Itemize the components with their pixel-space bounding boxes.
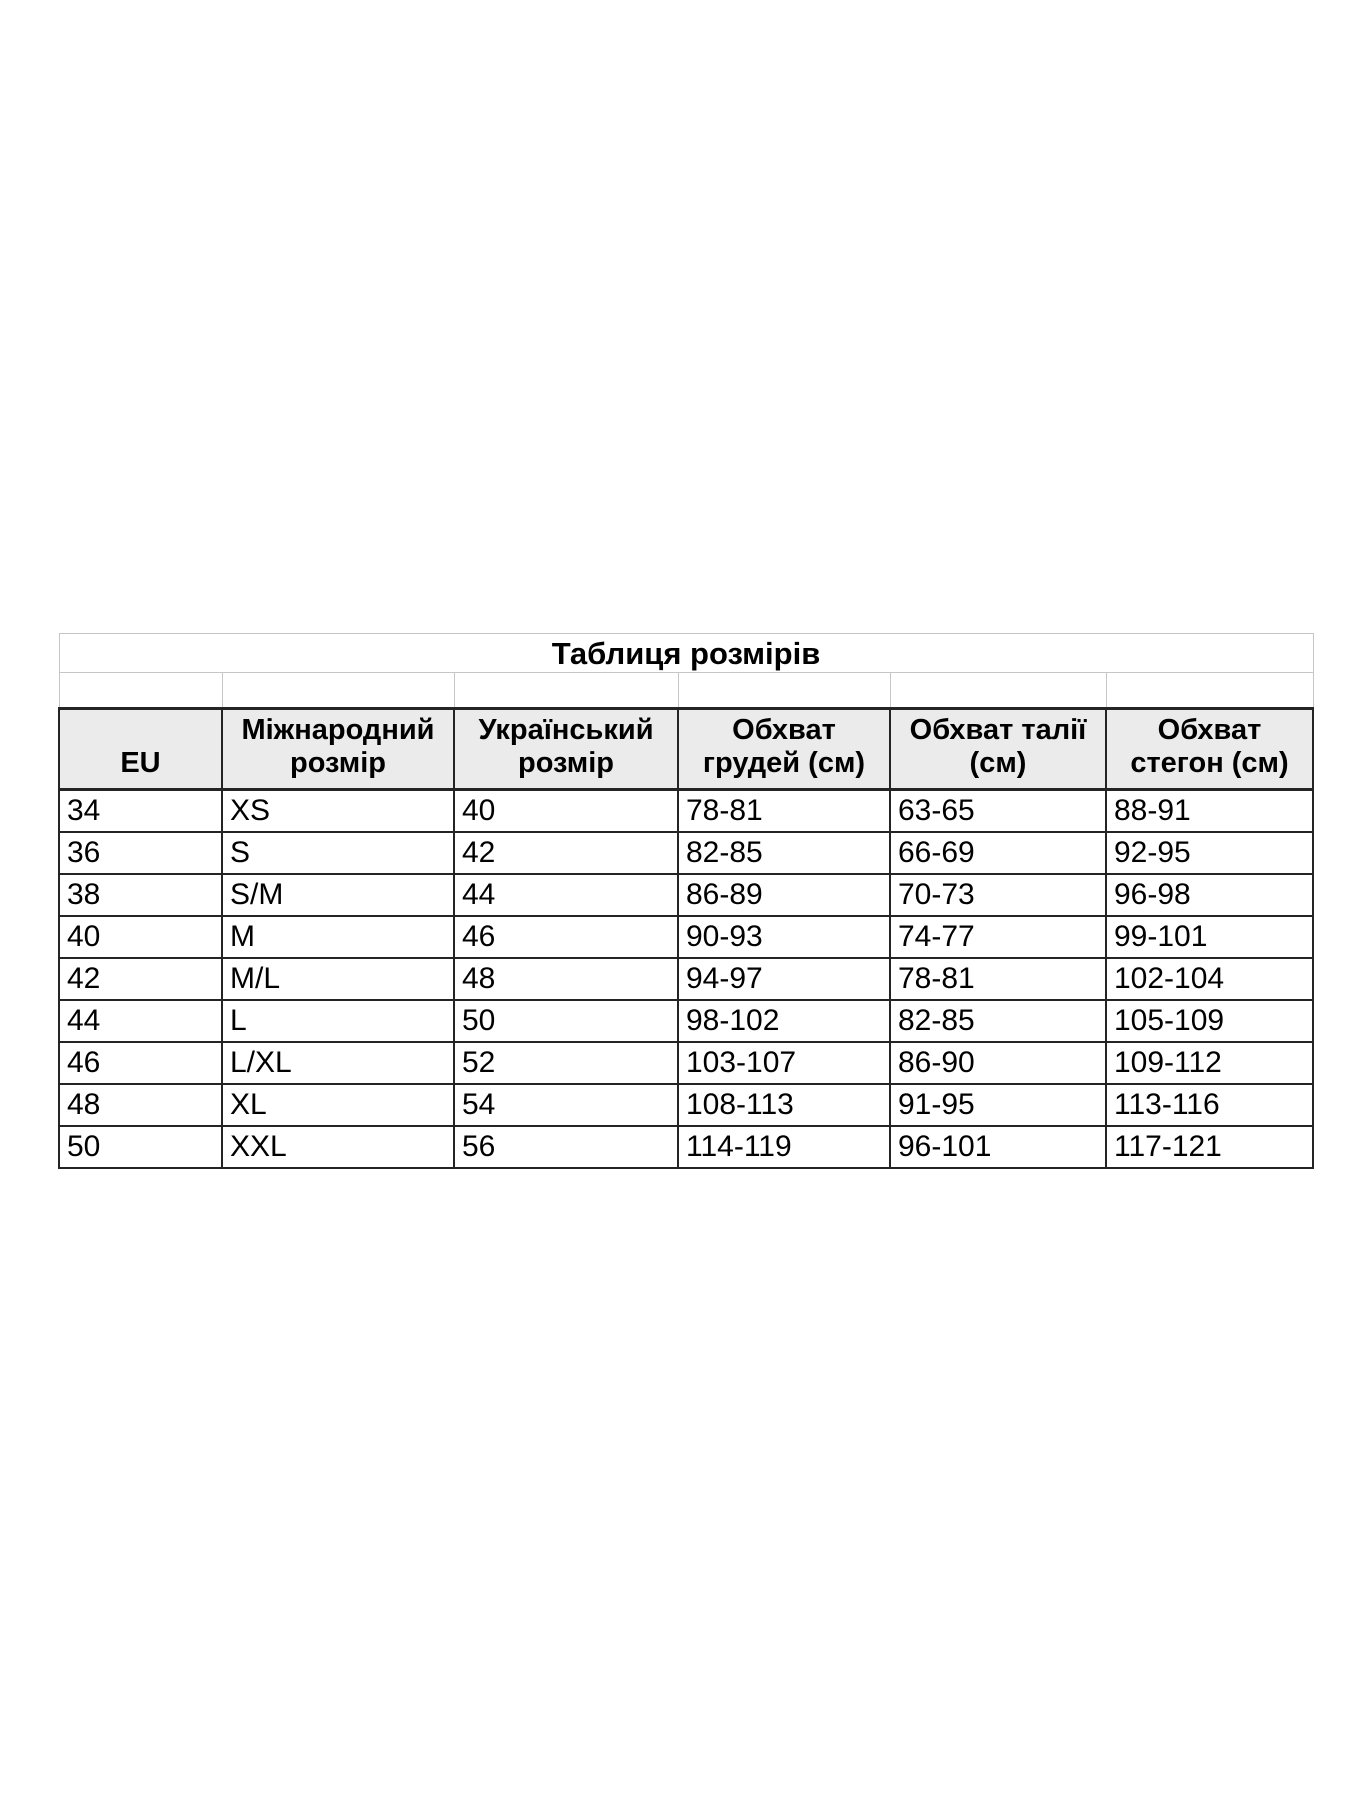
table-cell: 94-97 bbox=[678, 958, 890, 1000]
column-header: Обхват талії (см) bbox=[890, 709, 1106, 790]
table-cell: 78-81 bbox=[890, 958, 1106, 1000]
table-cell: 44 bbox=[59, 1000, 222, 1042]
table-cell: 117-121 bbox=[1106, 1126, 1313, 1168]
table-cell: 52 bbox=[454, 1042, 678, 1084]
table-row bbox=[59, 958, 1313, 1000]
table-cell: S/M bbox=[222, 874, 454, 916]
table-cell: 40 bbox=[59, 916, 222, 958]
table-cell: 50 bbox=[59, 1126, 222, 1168]
table-cell: 91-95 bbox=[890, 1084, 1106, 1126]
table-row bbox=[59, 1042, 1313, 1084]
table-cell: 102-104 bbox=[1106, 958, 1313, 1000]
table-title: Таблиця розмірів bbox=[59, 634, 1313, 673]
table-row bbox=[59, 790, 1313, 833]
table-cell: 108-113 bbox=[678, 1084, 890, 1126]
table-row bbox=[59, 874, 1313, 916]
spacer-cell bbox=[222, 673, 454, 709]
table-cell: 98-102 bbox=[678, 1000, 890, 1042]
table-cell: 109-112 bbox=[1106, 1042, 1313, 1084]
table-row bbox=[59, 832, 1313, 874]
spacer-row bbox=[59, 673, 1313, 709]
table-cell: 82-85 bbox=[890, 1000, 1106, 1042]
column-header: Український розмір bbox=[454, 709, 678, 790]
table-cell: 63-65 bbox=[890, 790, 1106, 833]
size-table bbox=[58, 633, 1314, 1169]
column-header: Міжнародний розмір bbox=[222, 709, 454, 790]
table-cell: 46 bbox=[454, 916, 678, 958]
table-cell: 86-89 bbox=[678, 874, 890, 916]
spacer-cell bbox=[1106, 673, 1313, 709]
table-cell: S bbox=[222, 832, 454, 874]
table-cell: 40 bbox=[454, 790, 678, 833]
table-cell: 88-91 bbox=[1106, 790, 1313, 833]
table-cell: 114-119 bbox=[678, 1126, 890, 1168]
column-header: EU bbox=[59, 709, 222, 790]
table-cell: 54 bbox=[454, 1084, 678, 1126]
table-cell: 86-90 bbox=[890, 1042, 1106, 1084]
table-cell: 46 bbox=[59, 1042, 222, 1084]
spacer-cell bbox=[59, 673, 222, 709]
table-cell: XL bbox=[222, 1084, 454, 1126]
table-cell: 96-98 bbox=[1106, 874, 1313, 916]
table-cell: L/XL bbox=[222, 1042, 454, 1084]
table-cell: 105-109 bbox=[1106, 1000, 1313, 1042]
table-cell: 50 bbox=[454, 1000, 678, 1042]
table-cell: 42 bbox=[454, 832, 678, 874]
spacer-cell bbox=[678, 673, 890, 709]
table-row bbox=[59, 1126, 1313, 1168]
table-cell: 44 bbox=[454, 874, 678, 916]
table-row bbox=[59, 1000, 1313, 1042]
column-header: Обхват стегон (см) bbox=[1106, 709, 1313, 790]
spacer-cell bbox=[454, 673, 678, 709]
column-header: Обхват грудей (см) bbox=[678, 709, 890, 790]
table-cell: 78-81 bbox=[678, 790, 890, 833]
table-cell: 36 bbox=[59, 832, 222, 874]
table-cell: 42 bbox=[59, 958, 222, 1000]
table-cell: L bbox=[222, 1000, 454, 1042]
table-cell: 96-101 bbox=[890, 1126, 1106, 1168]
table-cell: 48 bbox=[454, 958, 678, 1000]
table-cell: M/L bbox=[222, 958, 454, 1000]
spacer-cell bbox=[890, 673, 1106, 709]
table-cell: 34 bbox=[59, 790, 222, 833]
table-cell: M bbox=[222, 916, 454, 958]
table-cell: 56 bbox=[454, 1126, 678, 1168]
table-cell: 82-85 bbox=[678, 832, 890, 874]
header-row bbox=[59, 709, 1313, 790]
table-cell: XXL bbox=[222, 1126, 454, 1168]
table-title-row bbox=[59, 634, 1313, 673]
table-cell: 38 bbox=[59, 874, 222, 916]
table-row bbox=[59, 916, 1313, 958]
table-cell: 99-101 bbox=[1106, 916, 1313, 958]
table-cell: XS bbox=[222, 790, 454, 833]
table-cell: 113-116 bbox=[1106, 1084, 1313, 1126]
table-cell: 48 bbox=[59, 1084, 222, 1126]
table-cell: 74-77 bbox=[890, 916, 1106, 958]
table-cell: 103-107 bbox=[678, 1042, 890, 1084]
table-row bbox=[59, 1084, 1313, 1126]
table-cell: 70-73 bbox=[890, 874, 1106, 916]
table-cell: 90-93 bbox=[678, 916, 890, 958]
table-cell: 66-69 bbox=[890, 832, 1106, 874]
table-cell: 92-95 bbox=[1106, 832, 1313, 874]
